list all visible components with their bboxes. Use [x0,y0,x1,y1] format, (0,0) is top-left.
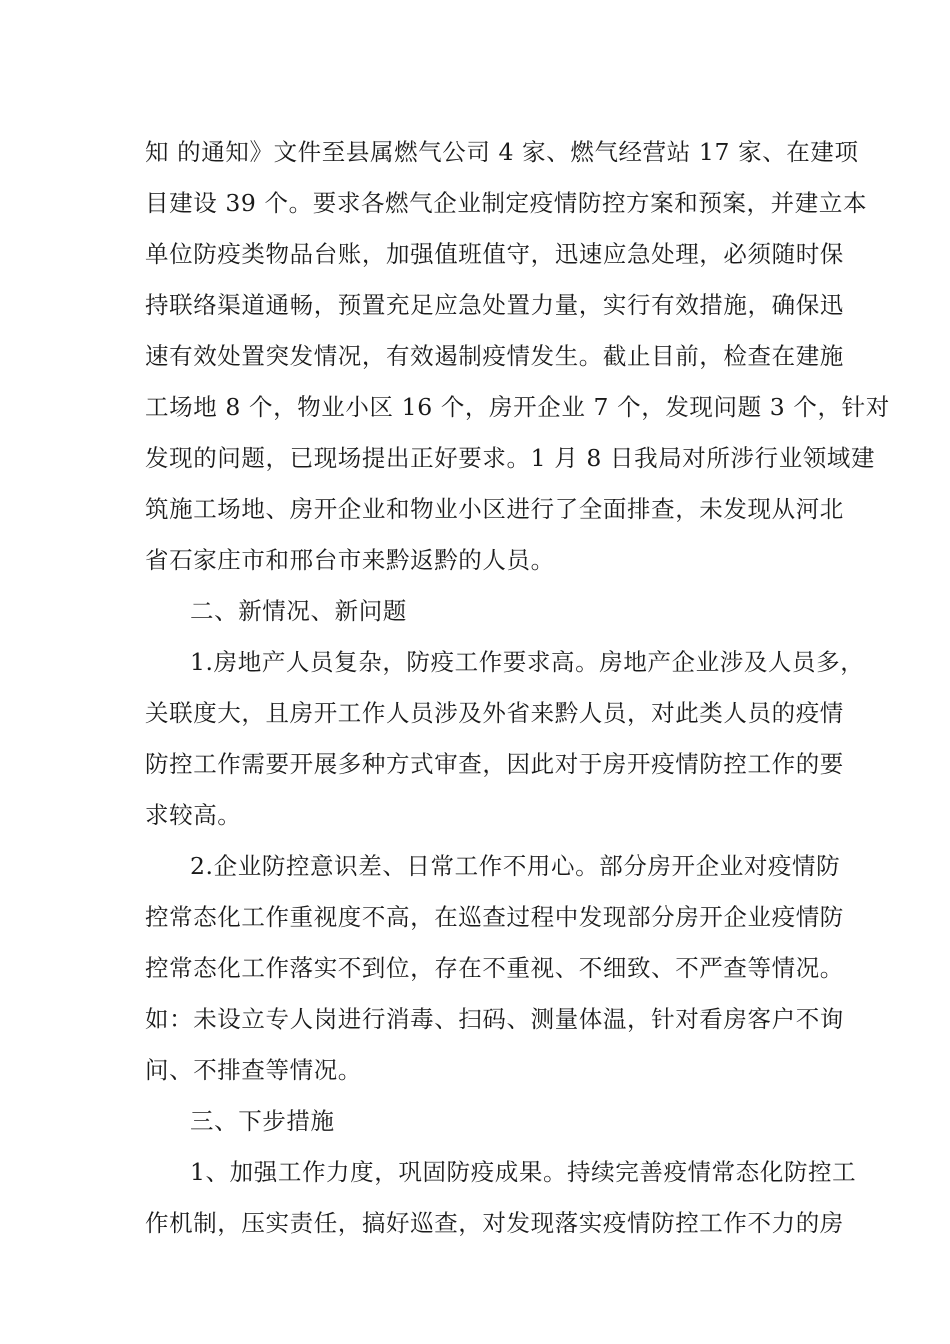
section-heading: 三、下步措施 [190,1107,335,1135]
text-line: 目建设 39 个。要求各燃气企业制定疫情防控方案和预案，并建立本 [145,189,868,217]
text-line: 如：未设立专人岗进行消毒、扫码、测量体温，针对看房客户不询 [145,1005,844,1033]
text-line: 发现的问题，已现场提出正好要求。1 月 8 日我局对所涉行业领域建 [145,444,876,472]
text-line: 2.企业防控意识差、日常工作不用心。部分房开企业对疫情防 [190,852,841,880]
text-line: 1.房地产人员复杂，防疫工作要求高。房地产企业涉及人员多， [190,648,865,676]
text-line: 省石家庄市和邢台市来黔返黔的人员。 [145,546,555,574]
text-line: 控常态化工作落实不到位，存在不重视、不细致、不严查等情况。 [145,954,844,982]
text-line: 求较高。 [145,801,242,829]
text-line: 筑施工场地、房开企业和物业小区进行了全面排查，未发现从河北 [145,495,844,523]
text-line: 速有效处置突发情况，有效遏制疫情发生。截止目前，检查在建施 [145,342,844,370]
text-line: 工场地 8 个，物业小区 16 个，房开企业 7 个，发现问题 3 个，针对 [145,393,890,421]
text-line: 1、加强工作力度，巩固防疫成果。持续完善疫情常态化防控工 [190,1158,857,1186]
text-line: 单位防疫类物品台账，加强值班值守，迅速应急处理，必须随时保 [145,240,844,268]
text-line: 控常态化工作重视度不高，在巡查过程中发现部分房开企业疫情防 [145,903,844,931]
text-line: 关联度大，且房开工作人员涉及外省来黔人员，对此类人员的疫情 [145,699,844,727]
text-line: 作机制，压实责任，搞好巡查，对发现落实疫情防控工作不力的房 [145,1209,844,1237]
text-line: 知 的通知》文件至县属燃气公司 4 家、燃气经营站 17 家、在建项 [145,138,859,166]
text-line: 持联络渠道通畅，预置充足应急处置力量，实行有效措施，确保迅 [145,291,844,319]
text-line: 防控工作需要开展多种方式审查，因此对于房开疫情防控工作的要 [145,750,844,778]
section-heading: 二、新情况、新问题 [190,597,407,625]
text-line: 问、不排查等情况。 [145,1056,362,1084]
